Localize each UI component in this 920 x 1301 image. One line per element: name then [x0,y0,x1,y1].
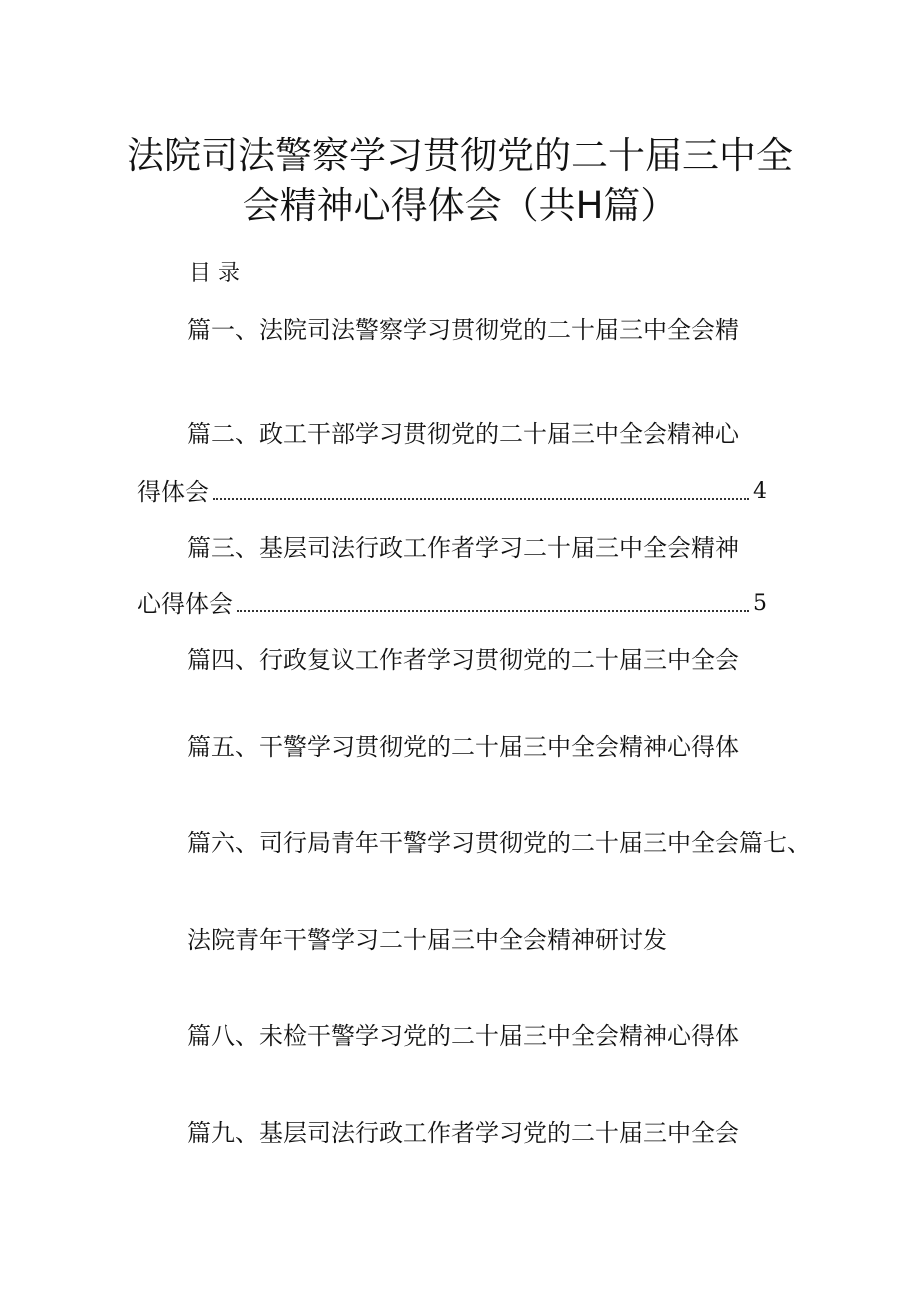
toc-entry-8: 篇八、未检干警学习党的二十届三中全会精神心得体 [187,1022,739,1050]
dot-leader [237,610,749,612]
dot-leader [213,498,749,500]
toc-entry-3-continuation: 心得体会 [137,590,233,618]
toc-entry-2-page-number: 4 [753,479,767,504]
toc-entry-6: 篇六、司行局青年干警学习贯彻党的二十届三中全会篇七、 [187,829,811,857]
toc-entry-2-continuation: 得体会 [137,478,209,506]
toc-entry-2: 篇二、政工干部学习贯彻党的二十届三中全会精神心 [187,420,739,448]
document-title-line-2: 会精神心得体会（共H篇） [242,184,678,227]
toc-entry-5: 篇五、干警学习贯彻党的二十届三中全会精神心得体 [187,733,739,761]
toc-entry-3-leader-row [137,588,767,620]
toc-entry-1: 篇一、法院司法警察学习贯彻党的二十届三中全会精 [187,316,739,344]
toc-entry-3: 篇三、基层司法行政工作者学习二十届三中全会精神 [187,534,739,562]
toc-entry-7: 法院青年干警学习二十届三中全会精神研讨发 [187,926,667,954]
toc-entry-9: 篇九、基层司法行政工作者学习党的二十届三中全会 [187,1119,739,1147]
toc-heading: 目录 [189,261,248,286]
toc-entry-4: 篇四、行政复议工作者学习贯彻党的二十届三中全会 [187,646,739,674]
document-title-line-1: 法院司法警察学习贯彻党的二十届三中全 [127,134,793,177]
toc-entry-3-page-number: 5 [753,591,767,616]
toc-entry-2-leader-row [137,476,767,508]
